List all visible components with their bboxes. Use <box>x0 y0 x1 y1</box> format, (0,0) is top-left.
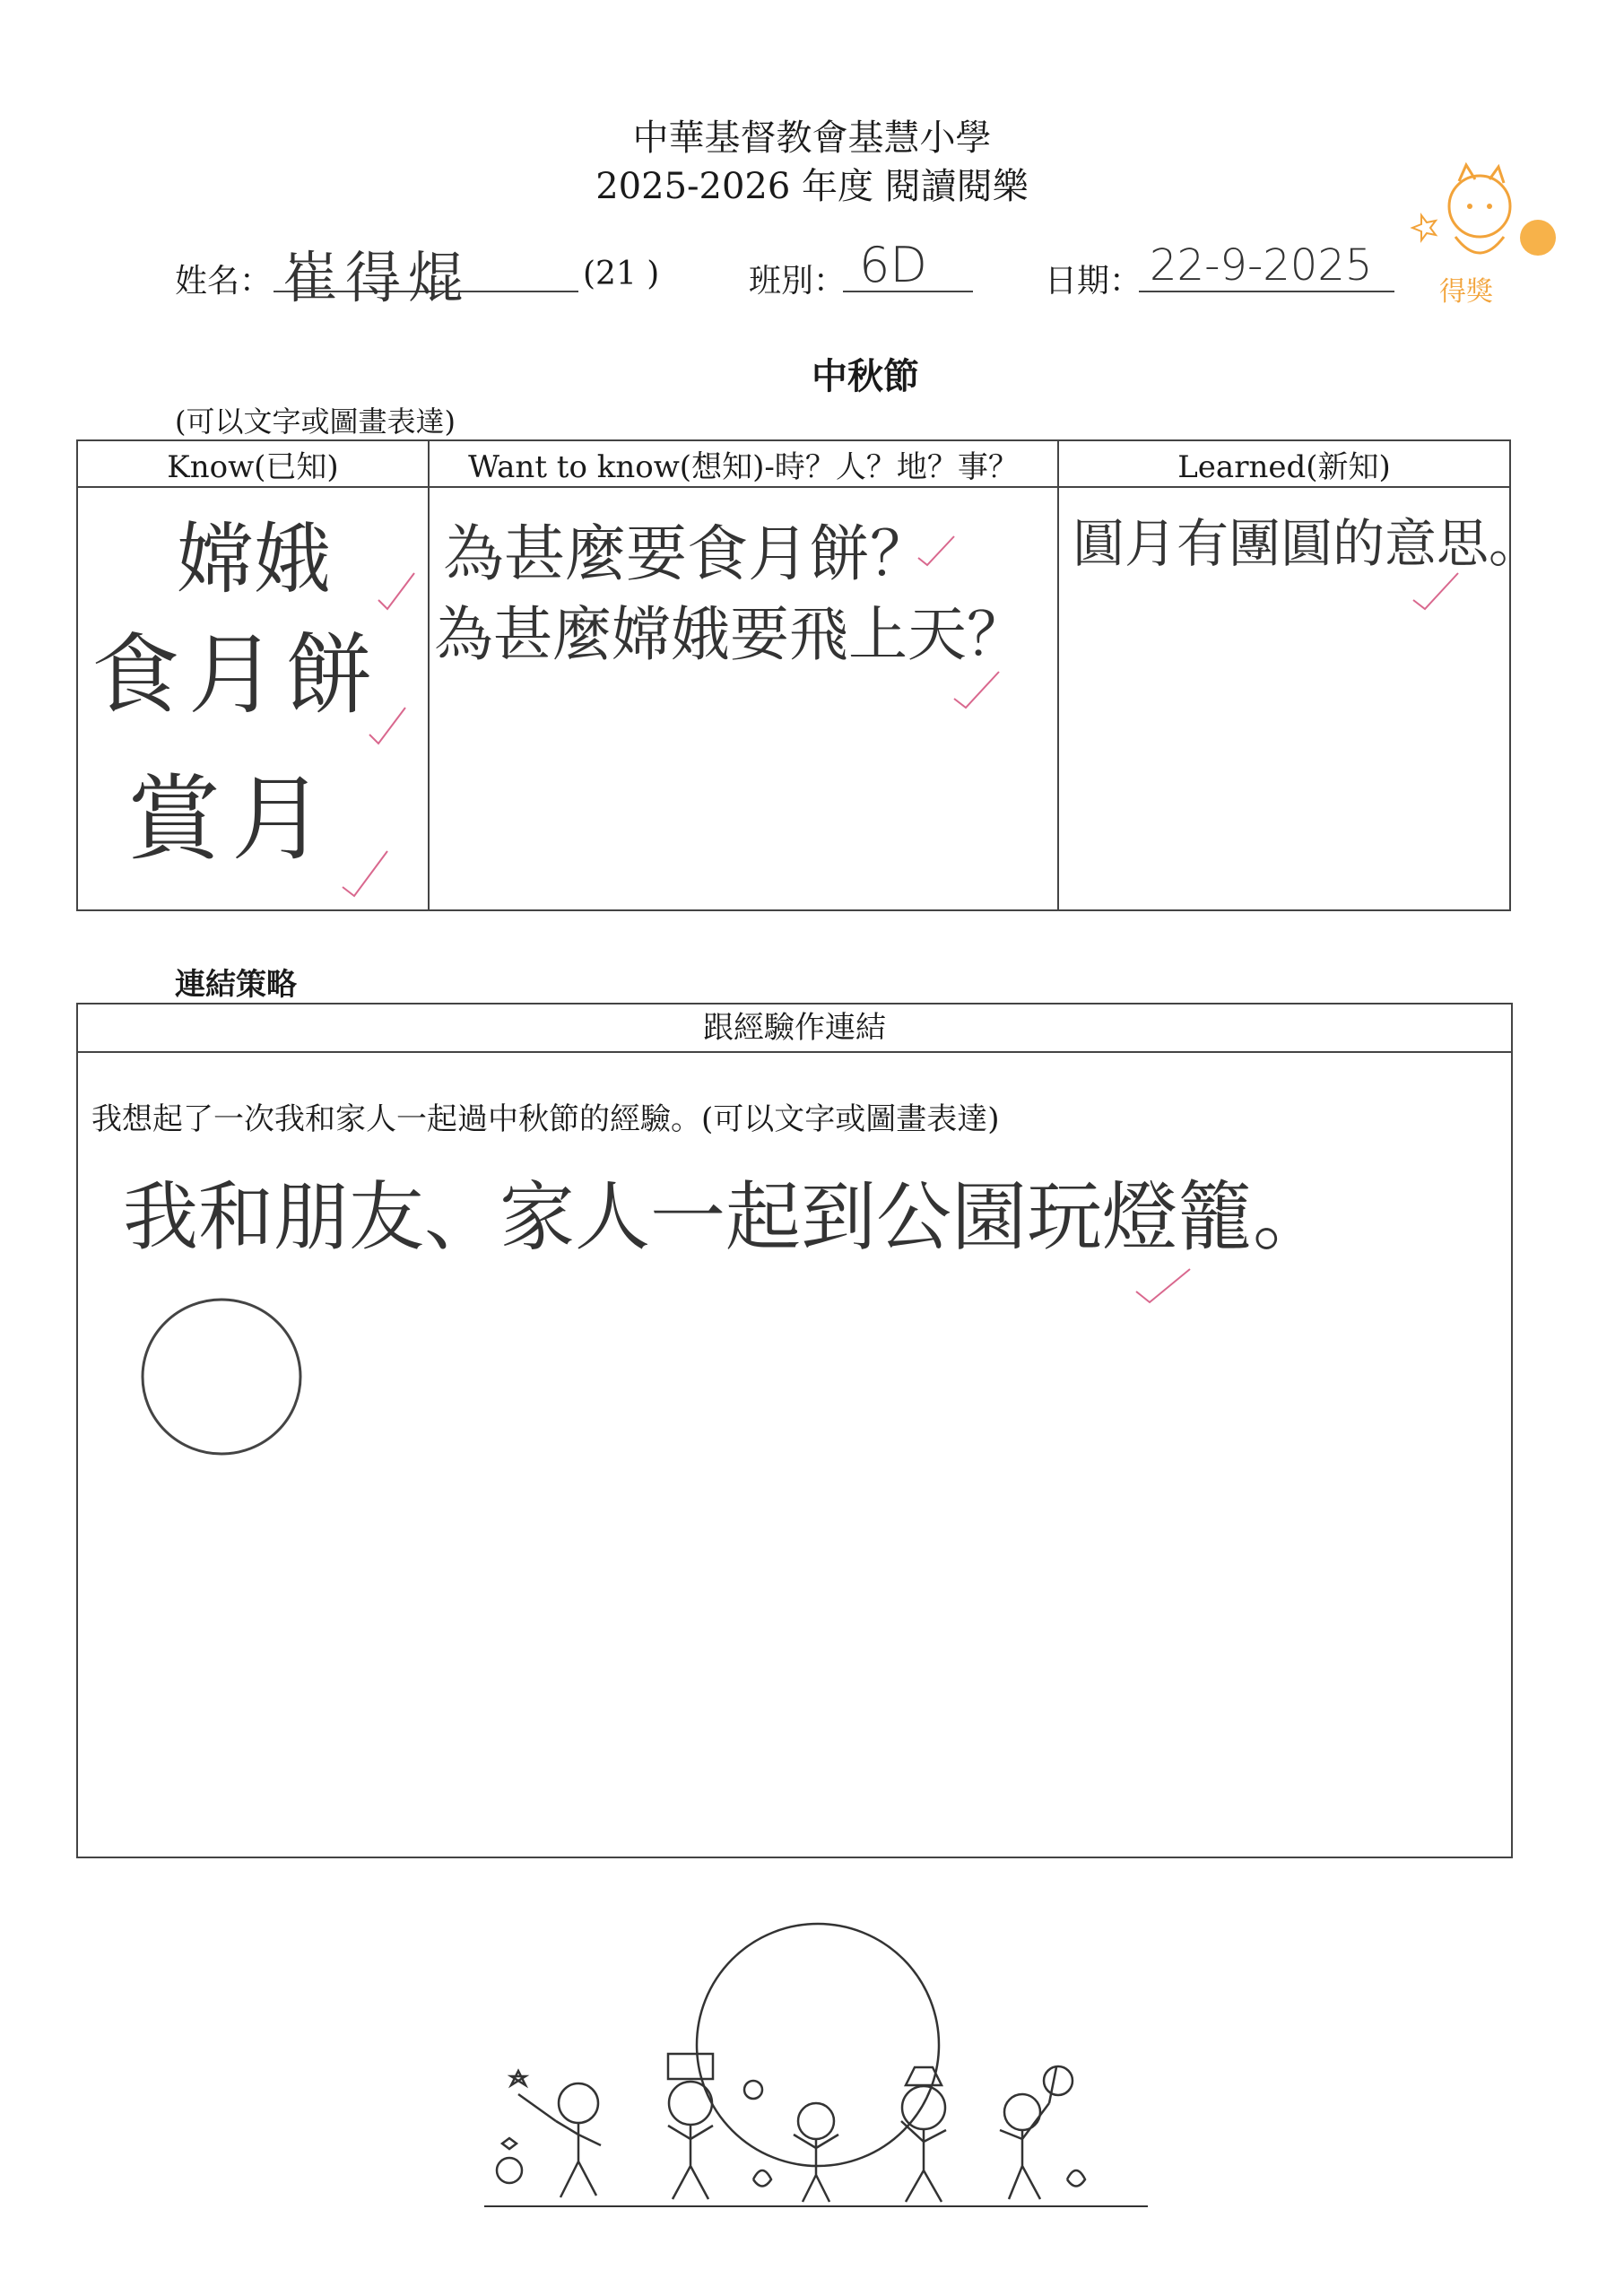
mid-autumn-illustration <box>484 1910 1148 2224</box>
date-field <box>1139 240 1394 292</box>
know-item: 賞月 <box>127 764 336 874</box>
section-title: 連結策略 <box>175 967 297 1003</box>
connection-answer: 我和朋友、家人一起到公園玩燈籠。 <box>123 1173 1329 1261</box>
check-mark-icon <box>338 847 392 900</box>
want-cell <box>429 487 1058 910</box>
connection-box <box>76 1003 1513 1858</box>
know-item: 嫦娥 <box>177 515 331 604</box>
check-mark-icon <box>914 533 959 569</box>
learned-header: Learned(新知) <box>1058 440 1510 487</box>
learned-item: 圓月有團圓的意思。 <box>1073 513 1541 574</box>
moon-drawing <box>132 1292 311 1471</box>
class-value: 6D <box>859 237 927 293</box>
name-label: 姓名： <box>175 263 273 300</box>
date-value: 22-9-2025 <box>1150 240 1373 291</box>
check-mark-icon <box>1132 1265 1194 1309</box>
want-item: 為甚麼要食月餅？ <box>443 519 932 590</box>
learned-cell <box>1058 487 1541 910</box>
topic-title: 中秋節 <box>812 356 919 397</box>
want-header: Want to know(想知)-時？人？地？事？ <box>429 440 1058 487</box>
class-field <box>843 237 973 293</box>
school-name: 中華基督教會基慧小學 <box>632 117 992 159</box>
date-label: 日期： <box>1045 263 1142 300</box>
worksheet-title: 2025-2026 年度 閱讀閱樂 <box>595 166 1029 207</box>
hello-kitty-stamp <box>1403 161 1565 314</box>
connection-box-title: 跟經驗作連結 <box>78 1004 1511 1053</box>
know-item: 食月餅 <box>91 624 383 726</box>
check-mark-icon <box>950 667 1003 712</box>
name-value: 崔得焜 <box>282 245 472 310</box>
know-cell <box>77 487 429 910</box>
stamp-text: 得獎 <box>1439 276 1493 308</box>
kwl-table <box>76 439 1541 911</box>
class-label: 班別： <box>749 263 847 300</box>
check-mark-icon <box>1409 569 1463 613</box>
name-field <box>274 240 578 310</box>
check-mark-icon <box>374 569 419 613</box>
student-number: (21 ) <box>583 256 660 292</box>
want-item: 為甚麼嫦娥要飛上天？ <box>434 600 1026 669</box>
know-header: Know(已知) <box>77 440 429 487</box>
check-mark-icon <box>365 703 410 748</box>
connection-prompt: 我想起了一次我和家人一起過中秋節的經驗。(可以文字或圖畫表達) <box>91 1101 1000 1137</box>
kwl-note: (可以文字或圖畫表達) <box>175 404 456 439</box>
